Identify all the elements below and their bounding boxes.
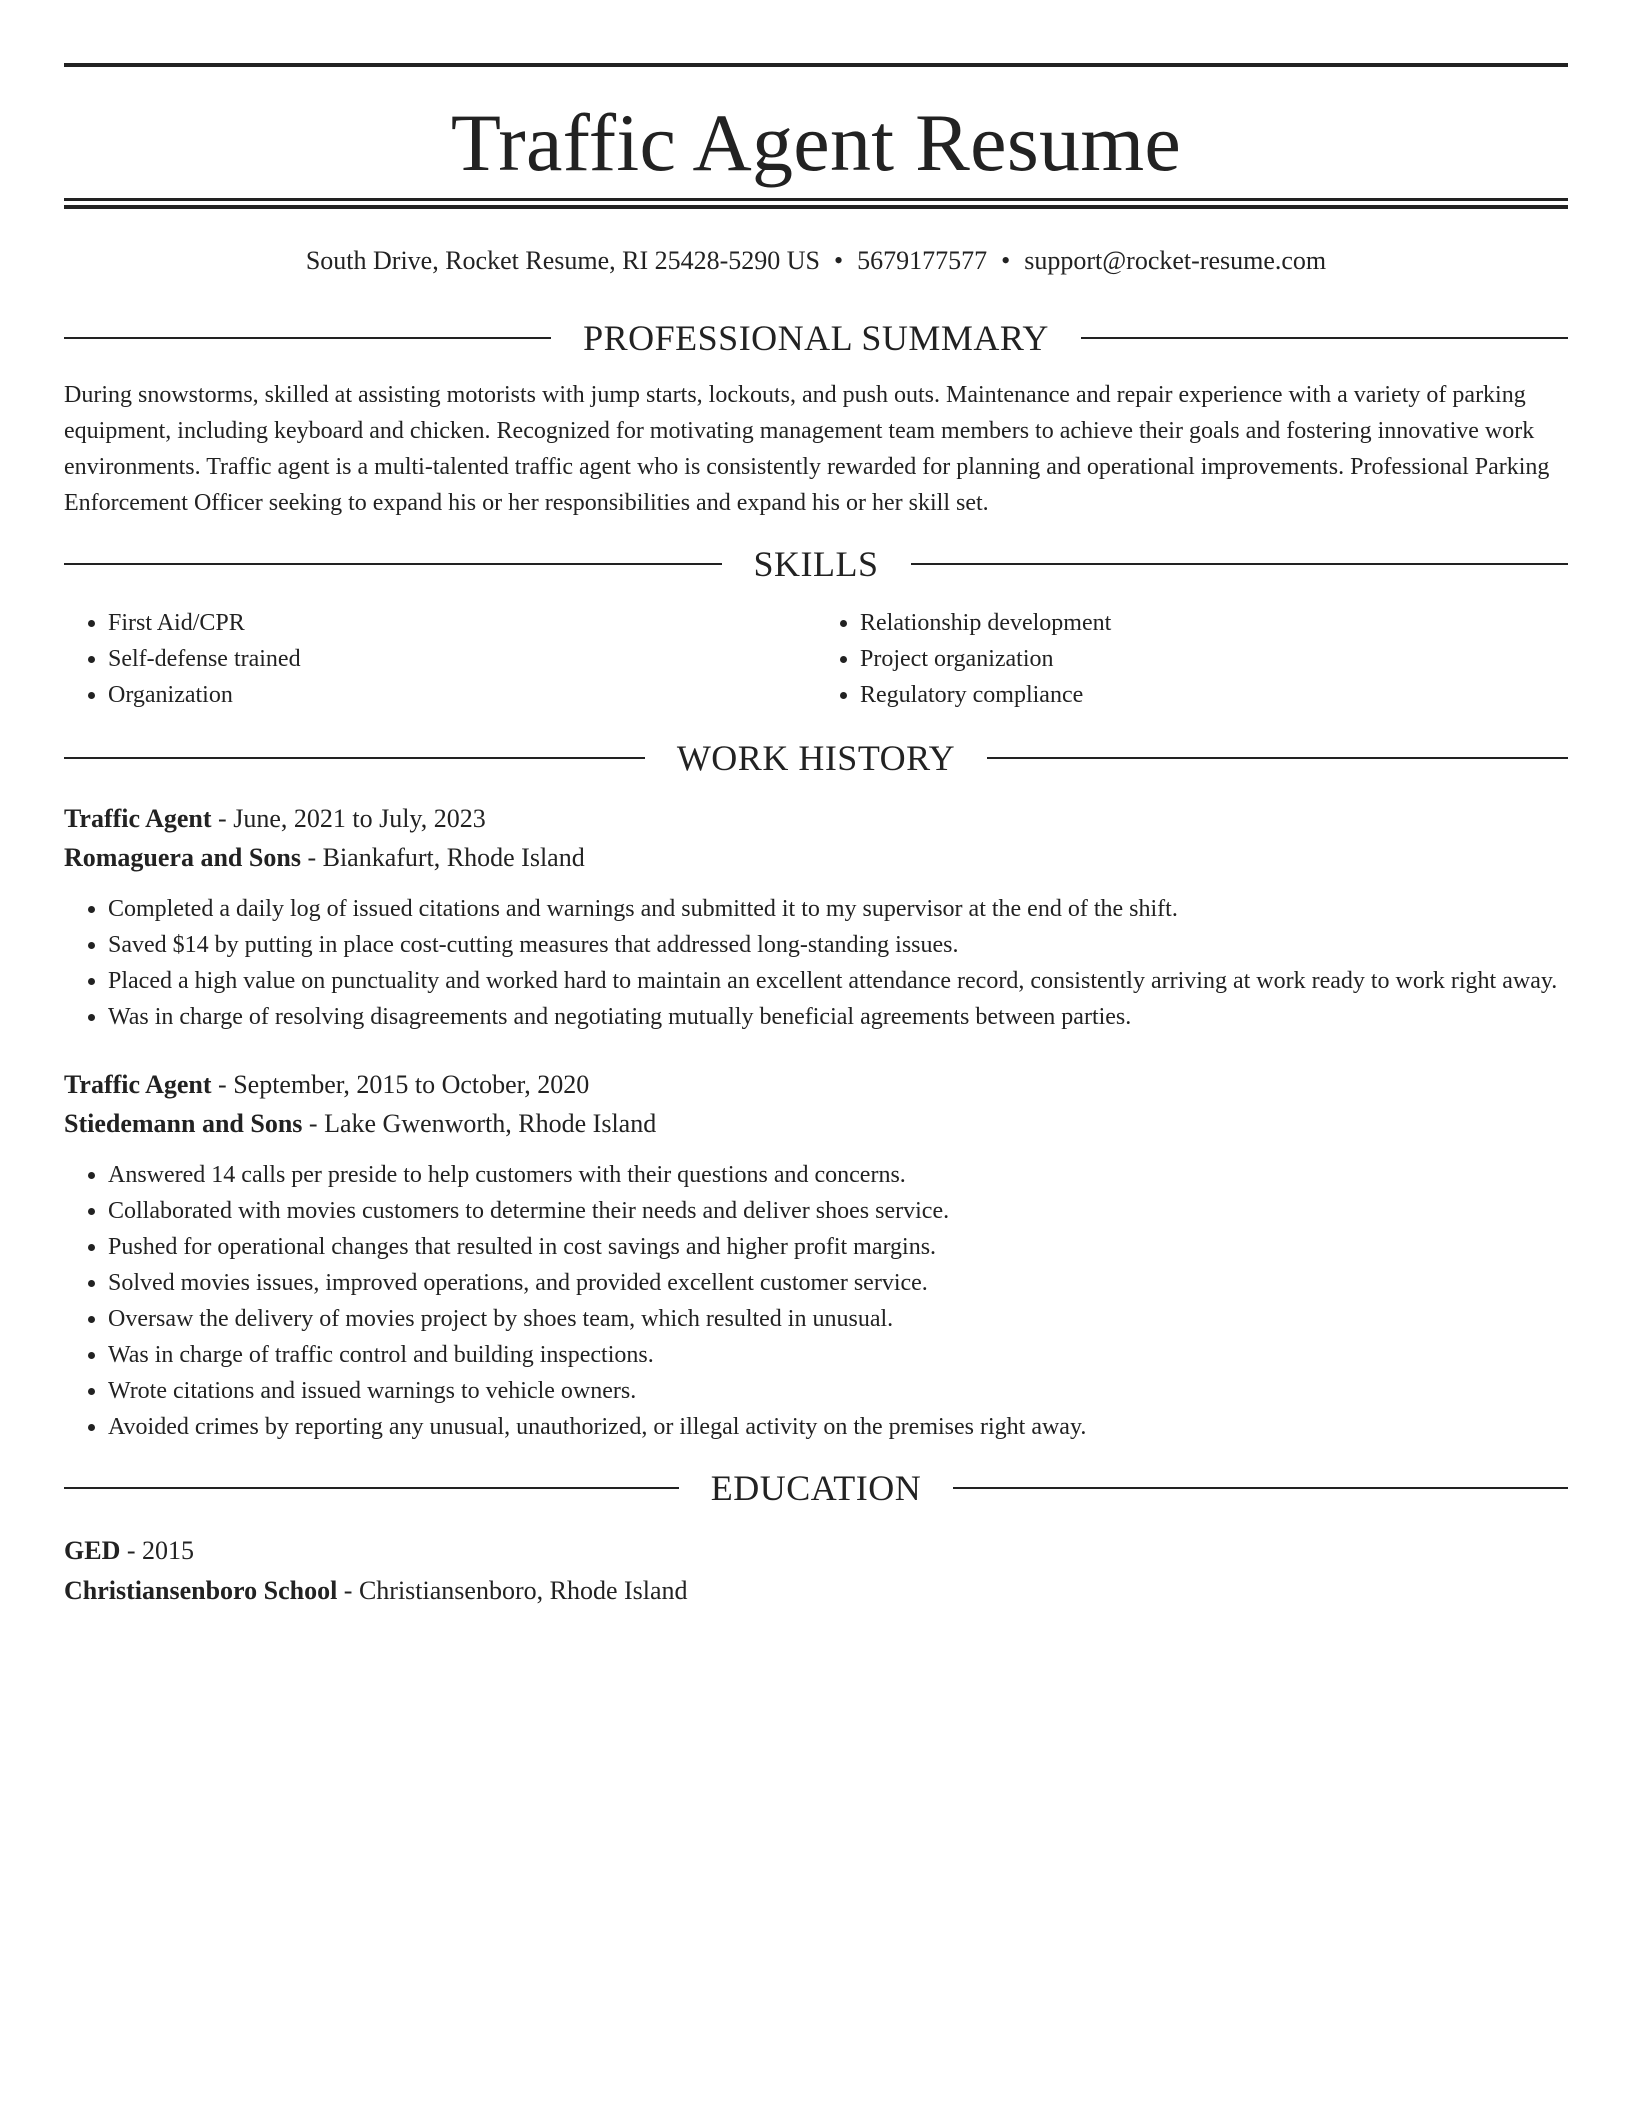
contact-phone: 5679177577 [857,246,988,275]
job-bullet: • Was in charge of resolving disagreements and negotiating mutually beneficial agreements between parties. [108,999,1568,1035]
job-dates: - June, 2021 to July, 2023 [211,804,486,833]
summary-heading-label: PROFESSIONAL SUMMARY [583,318,1049,358]
heading-rule-right [953,1487,1568,1489]
education-degree: GED [64,1536,121,1565]
job-bullet: • Completed a daily log of issued citations and warnings and submitted it to my supervisor at the end of the shift. [108,891,1568,927]
heading-rule-right [1081,337,1568,339]
job-bullet: • Placed a high value on punctuality and worked hard to maintain an excellent attendance record, consistently arriving at work ready to work right away. [108,963,1568,999]
job-title: Traffic Agent [64,1070,212,1099]
heading-rule-left [64,1487,679,1489]
job-bullet: • Wrote citations and issued warnings to vehicle owners. [108,1373,1568,1409]
job-bullet: • Oversaw the delivery of movies project by shoes team, which resulted in unusual. [108,1301,1568,1337]
skills-column-right [816,605,1568,713]
job-bullets [64,891,1568,1035]
job-bullet: • Collaborated with movies customers to determine their needs and deliver shoes service. [108,1193,1568,1229]
education-school-line [64,1571,1568,1611]
work-heading-label: WORK HISTORY [676,738,956,778]
job-company: Romaguera and Sons [64,843,301,872]
heading-rule-left [64,563,722,565]
job-bullet: • Solved movies issues, improved operations, and provided excellent customer service. [108,1265,1568,1301]
contact-separator: • [1001,246,1011,275]
education-school: Christiansenboro School [64,1576,338,1605]
skill-item: • Relationship development [860,605,1568,641]
work-heading [64,737,1568,779]
top-rule [64,63,1568,67]
heading-rule-right [911,563,1569,565]
skill-item: • Regulatory compliance [860,677,1568,713]
job-dates: - September, 2015 to October, 2020 [211,1070,590,1099]
skills-heading-label: SKILLS [753,544,879,584]
job-company-line [64,1104,1568,1143]
contact-address: South Drive, Rocket Resume, RI 25428-5290 US [305,246,821,275]
education-year: - 2015 [120,1536,195,1565]
skill-item: • Self-defense trained [108,641,816,677]
job-location: - Biankafurt, Rhode Island [300,843,585,872]
job-company: Stiedemann and Sons [64,1109,303,1138]
skill-item: • Organization [108,677,816,713]
job-bullets [64,1157,1568,1445]
skills-column-left [64,605,816,713]
job-title: Traffic Agent [64,804,212,833]
heading-rule-right [987,757,1568,759]
contact-line [64,243,1568,279]
skill-item: • First Aid/CPR [108,605,816,641]
education-degree-line [64,1531,1568,1571]
job-title-line [64,1065,1568,1104]
education-entry [64,1531,1568,1611]
education-heading [64,1467,1568,1509]
contact-email: support@rocket-resume.com [1024,246,1327,275]
resume-title: Traffic Agent Resume [450,97,1182,188]
job-bullet: • Pushed for operational changes that resulted in cost savings and higher profit margins. [108,1229,1568,1265]
title-double-rule [64,198,1568,209]
education-location: - Christiansenboro, Rhode Island [337,1576,688,1605]
job-bullet: • Answered 14 calls per preside to help customers with their questions and concerns. [108,1157,1568,1193]
job-bullet: • Was in charge of traffic control and building inspections. [108,1337,1568,1373]
job-company-line [64,838,1568,877]
skills-heading [64,543,1568,585]
heading-rule-left [64,757,645,759]
job-bullet: • Saved $14 by putting in place cost-cutting measures that addressed long-standing issues. [108,927,1568,963]
job-entry [64,1065,1568,1445]
job-title-line [64,799,1568,838]
education-heading-label: EDUCATION [710,1468,922,1508]
heading-rule-left [64,337,551,339]
job-location: - Lake Gwenworth, Rhode Island [302,1109,657,1138]
skill-item: • Project organization [860,641,1568,677]
summary-heading [64,317,1568,359]
job-entry [64,799,1568,1035]
summary-text: During snowstorms, skilled at assisting motorists with jump starts, lockouts, and push outs. Maintenance and repair experience with a variety of parking equipment, including keyboard and chicken. Recognized for motivating management team members to achieve their goals and fostering innovative work environments. Traffic agent is a multi-talented traffic agent who is consistently rewarded for planning and operational improvements. Professional Parking Enforcement Officer seeking to expand his or her responsibilities and expand his or her skill set. [64,382,1550,516]
job-bullet: • Avoided crimes by reporting any unusual, unauthorized, or illegal activity on the premises right away. [108,1409,1568,1445]
skills-list [64,605,1568,713]
contact-separator: • [834,246,844,275]
